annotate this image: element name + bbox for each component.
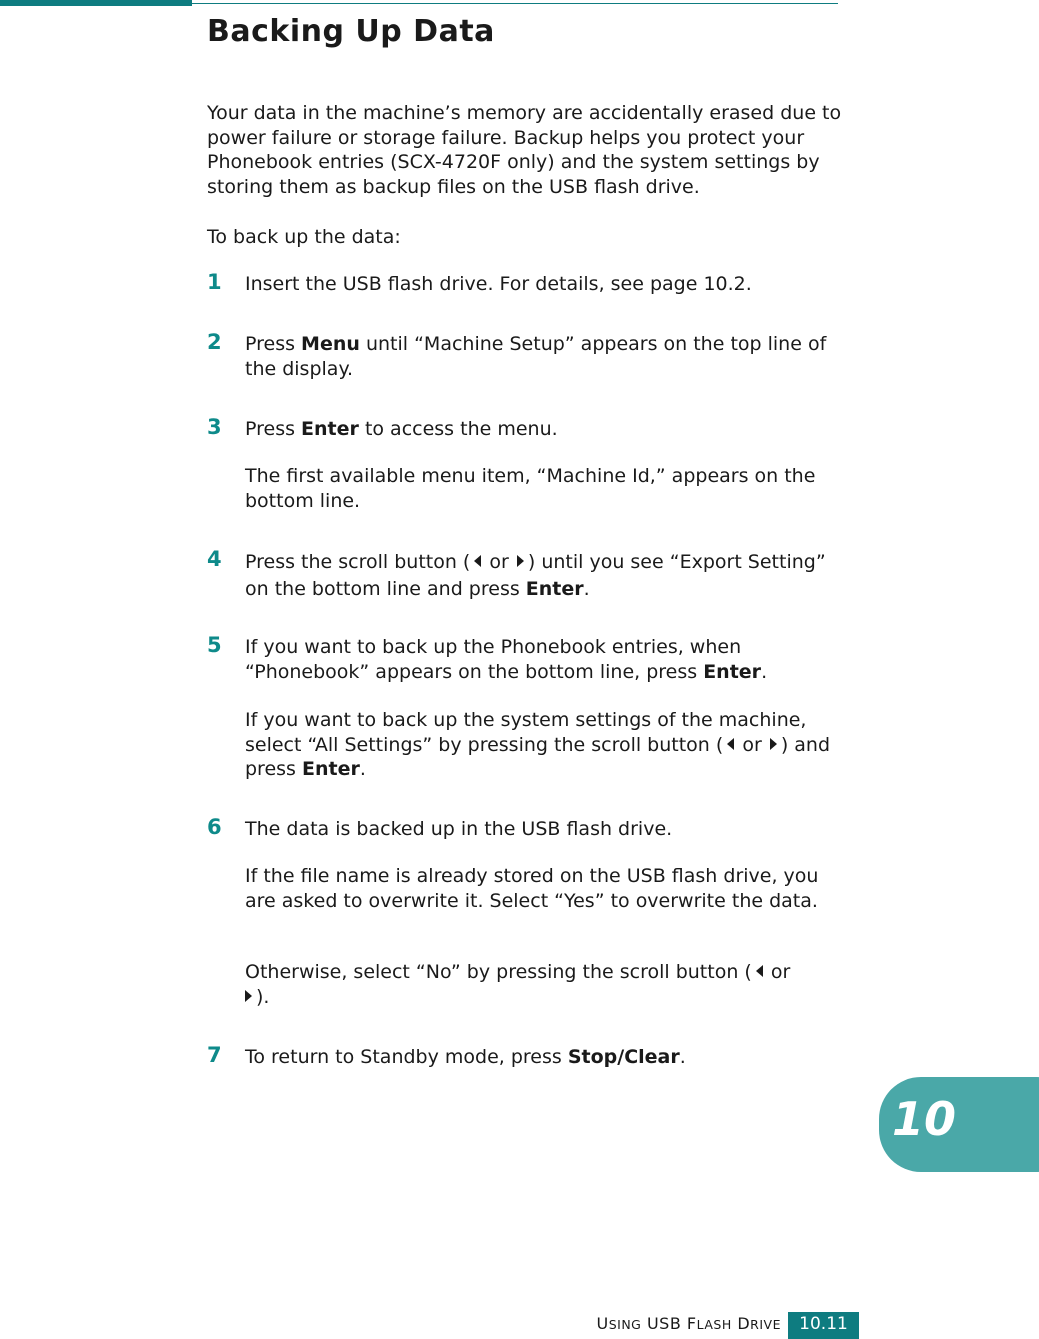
- header-rule: [192, 3, 838, 4]
- scroll-right-icon: [517, 555, 524, 567]
- step-text: Insert the USB flash drive. For details, see page 10.2.: [245, 273, 752, 295]
- enter-key-label: Enter: [301, 758, 360, 780]
- enter-key-label: Enter: [301, 418, 359, 440]
- step-text: Press Enter to access the menu.: [245, 418, 558, 440]
- scroll-left-icon: [727, 738, 734, 750]
- step-note: If the file name is already stored on the USB flash drive, you are asked to overwrite it. Select “Yes” to overwrite the data.: [245, 865, 819, 912]
- footer-section-title: USING USB FLASH DRIVE: [596, 1314, 781, 1333]
- step-text: The data is backed up in the USB flash drive.: [245, 818, 673, 840]
- scroll-right-icon: [770, 738, 777, 750]
- step-text: To return to Standby mode, press Stop/Clear.: [245, 1046, 686, 1068]
- page-title: Backing Up Data: [207, 14, 495, 49]
- step-number: 1: [207, 270, 222, 294]
- page-number: 10.11: [788, 1312, 859, 1339]
- step-text: Press Menu until “Machine Setup” appears on the top line of the display.: [245, 333, 827, 380]
- scroll-left-icon: [756, 965, 763, 977]
- step-number: 4: [207, 547, 222, 571]
- step-number: 5: [207, 633, 222, 657]
- step-number: 6: [207, 815, 222, 839]
- step-note: The first available menu item, “Machine Id,” appears on the bottom line.: [245, 465, 816, 512]
- header-accent-bar: [0, 0, 192, 6]
- enter-key-label: Enter: [703, 660, 762, 683]
- enter-key-label: Enter: [525, 578, 584, 600]
- step-note: Otherwise, select “No” by pressing the scroll button ( or ).: [245, 961, 791, 1008]
- scroll-right-icon: [245, 990, 252, 1002]
- menu-key-label: Menu: [301, 333, 360, 355]
- step-number: 2: [207, 330, 222, 354]
- intro-paragraph: Your data in the machine’s memory are accidentally erased due to power failure or storage failure. Backup helps you protect your Phonebook entries (SCX-4720F only) and the system settings by storing them as backup files on the USB flash drive.: [207, 102, 842, 198]
- step-text: If you want to back up the Phonebook entries, when “Phonebook” appears on the bottom line, press Enter.: [245, 636, 768, 683]
- step-number: 7: [207, 1043, 222, 1067]
- chapter-number: 10: [892, 1092, 957, 1146]
- scroll-left-icon: [474, 555, 481, 567]
- step-number: 3: [207, 415, 222, 439]
- stop-clear-key-label: Stop/Clear: [567, 1046, 680, 1068]
- lead-text: To back up the data:: [207, 226, 401, 248]
- step-note: If you want to back up the system settings of the machine, select “All Settings” by pressing the scroll button ( or ) and press Enter.: [245, 709, 831, 780]
- step-text: Press the scroll button ( or ) until you see “Export Setting” on the bottom line and press Enter.: [245, 551, 826, 600]
